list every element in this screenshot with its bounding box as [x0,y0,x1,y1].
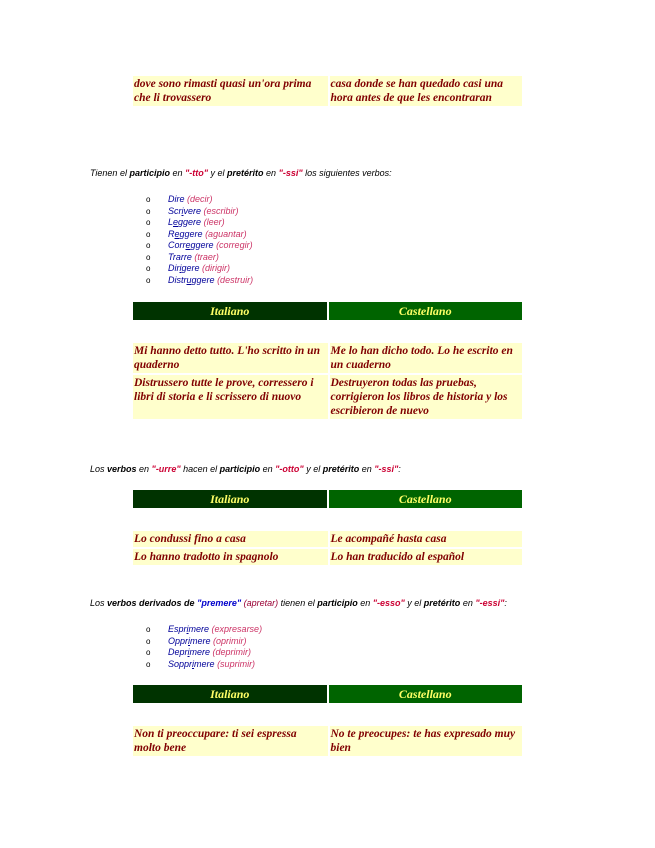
table-header-3 [133,685,522,703]
spanish-cell: Destruyeron todas las pruebas, corrigieron los libros de historia y los escribieron de nuevo [328,375,523,419]
intro-paragraph-1: Tienen el participio en "-tto" y el pretérito en "-ssi" los siguientes verbos: [90,168,392,178]
table-row [133,76,522,106]
intro-paragraph-2: Los verbos en "-urre" hacen el participio en "-otto" y el pretérito en "-ssi": [90,464,401,474]
table-header-2 [133,490,522,508]
header-italiano: Italiano [133,490,329,508]
list-item: o Correggere (corregir) [146,240,253,252]
list-item: o Sopprimere (suprimir) [146,659,262,671]
header-castellano: Castellano [329,685,523,703]
list-item: o Esprimere (expresarse) [146,624,262,636]
italian-cell: Lo condussi fino a casa [133,531,328,547]
table-row [133,375,522,419]
list-item: o Opprimere (oprimir) [146,636,262,648]
spanish-cell: Le acompañé hasta casa [328,531,523,547]
spanish-cell: No te preocupes: te has expresado muy bien [328,726,523,756]
verb-list-2 [146,624,262,670]
italian-cell: Mi hanno detto tutto. L'ho scritto in un quaderno [133,343,328,373]
list-item: o Scrivere (escribir) [146,206,253,218]
spanish-cell: Me lo han dicho todo. Lo he escrito en un cuaderno [328,343,523,373]
intro-paragraph-3: Los verbos derivados de "premere" (apretar) tienen el participio en "-esso" y el pretérito en "-essi": [90,598,507,608]
example-table-2 [133,341,522,421]
header-italiano: Italiano [133,685,329,703]
example-table-3 [133,529,522,567]
spanish-cell: casa donde se han quedado casi una hora antes de que les encontraran [328,76,523,106]
italian-cell: Lo hanno tradotto in spagnolo [133,549,328,565]
example-table-1 [133,76,522,106]
italian-cell: Distrussero tutte le prove, corressero i libri di storia e li scrissero di nuovo [133,375,328,419]
header-castellano: Castellano [329,302,523,320]
table-row [133,549,522,565]
italian-cell: dove sono rimasti quasi un'ora prima che li trovassero [133,76,328,106]
italian-cell: Non ti preoccupare: ti sei espressa molto bene [133,726,328,756]
list-item: o Dirigere (dirigir) [146,263,253,275]
verb-list-1 [146,194,253,286]
list-item: o Deprimere (deprimir) [146,647,262,659]
list-item: o Distruggere (destruir) [146,275,253,287]
header-italiano: Italiano [133,302,329,320]
list-item: o Leggere (leer) [146,217,253,229]
header-castellano: Castellano [329,490,523,508]
table-row [133,531,522,547]
table-header-1 [133,302,522,320]
list-item: o Trarre (traer) [146,252,253,264]
list-item: o Reggere (aguantar) [146,229,253,241]
example-table-4 [133,724,522,758]
table-row [133,343,522,373]
list-item: o Dire (decir) [146,194,253,206]
spanish-cell: Lo han traducido al español [328,549,523,565]
table-row [133,726,522,756]
